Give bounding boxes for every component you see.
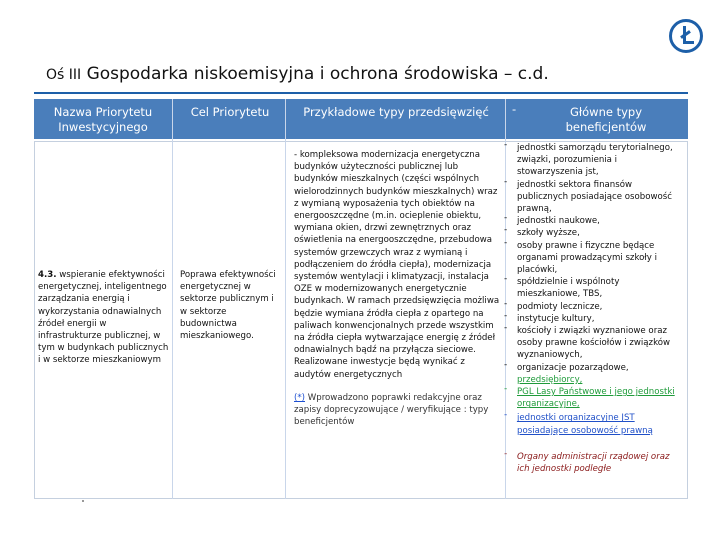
beneficiary-item	[504, 298, 684, 313]
bullet-dash: -	[504, 140, 508, 150]
bullet-dash: -	[504, 274, 508, 285]
bullet-dash: -	[504, 310, 508, 321]
bullet-dash: -	[504, 410, 508, 421]
priority-name-cell	[38, 269, 170, 367]
beneficiary-item	[504, 237, 684, 277]
project-types-text: - kompleksowa modernizacja energetyczna budynków użyteczności publicznej lub budynków mieszkalnych (części wspólnych wielorodzinnych budynków mieszkalnych) wraz z wymianą wyposażenia tych obiektów na energooszczędne (m.in. ocieplenie obiektu, wymiana okien, drzwi zewnętrznych oraz oświetlenia na energooszczędne, przebudowa systemów grzewczych wraz z wymianą i podłączeniem do źródła ciepła), modernizacja systemów wentylacji i klimatyzacji, instalacja OZE w modernizowanych energetycznie budynkach. W ramach przedsięwzięcia możliwa będzie wymiana źródła ciepła z opartego na paliwach konwencjonalnych przede wszystkim na źródła ciepła wytwarzające energię z źródeł odnawialnych bądź na przyłącza sieciowe. Realizowane inwestycje będą wynikać z audytów energetycznych	[294, 150, 500, 380]
beneficiary-text: przedsiębiorcy,	[517, 374, 583, 385]
beneficiary-item	[504, 276, 684, 300]
header-beneficiaries-label: Główne typy beneficjentów	[565, 105, 647, 134]
region-logo-icon	[669, 19, 703, 53]
bullet-dash: -	[504, 176, 508, 187]
beneficiary-text: osoby prawne i fizyczne będące organami prowadzącymi szkoły i placówki,	[517, 240, 658, 276]
bullet-dash: -	[504, 359, 508, 370]
bullet-dash: -	[504, 384, 508, 395]
beneficiary-text: jednostki sektora finansów publicznych posiadające osobowość prawną,	[517, 179, 672, 215]
beneficiary-text: spółdzielnie i wspólnoty mieszkaniowe, TBS,	[517, 277, 620, 300]
beneficiary-text: instytucje kultury,	[517, 313, 595, 324]
bullet-dash: -	[504, 323, 508, 334]
slide-title-box	[34, 56, 688, 94]
beneficiary-text: kościoły i związki wyznaniowe oraz osoby prawne kościołów i związków wyznaniowych,	[517, 326, 671, 361]
beneficiary-text: podmioty lecznicze,	[517, 301, 603, 312]
list-gap	[504, 437, 684, 451]
beneficiary-text: jednostki naukowe,	[517, 216, 600, 227]
slide-title	[46, 64, 549, 84]
note-text: Wprowadzono poprawki redakcyjne oraz zapisy doprecyzowujące / weryfikujące : typy beneficjentów	[294, 392, 489, 428]
priority-name-text: wspieranie efektywności energetycznej, inteligentnego zarządzania energią i wykorzystania odnawialnych źródeł energii w infrastrukturze publicznej, w tym w budynkach publicznych i w sektorze mieszkaniowym	[38, 270, 169, 366]
project-types-cell	[294, 149, 504, 428]
priority-number: 4.3.	[38, 270, 57, 280]
header-priority-name: Nazwa Priorytetu Inwestycyjnego	[53, 105, 153, 134]
note-marker: (*)	[294, 392, 306, 403]
beneficiary-text: szkoły wyższe,	[517, 228, 580, 239]
beneficiary-item	[504, 374, 684, 386]
header-priority-goal: Cel Priorytetu	[190, 105, 270, 119]
beneficiary-text: Organy administracji rządowej oraz ich jednostki podległe	[517, 451, 670, 475]
bullet-dash: -	[504, 225, 508, 236]
beneficiaries-list	[504, 142, 684, 475]
priority-goal-cell: Poprawa efektywności energetycznej w sektorze publicznym i w sektorze budownictwa mieszkaniowego.	[180, 270, 276, 342]
bullet-dash: -	[504, 237, 508, 248]
header-dash: -	[512, 102, 517, 116]
bullet-dash: -	[504, 298, 508, 309]
beneficiary-item	[504, 359, 684, 374]
beneficiary-text: PGL Lasy Państwowe i jego jednostki organizacyjne,	[517, 387, 675, 410]
beneficiary-item	[504, 325, 684, 362]
decorative-dot	[82, 500, 84, 502]
bullet-dash: -	[504, 213, 508, 224]
beneficiary-text: jednostki organizacyjne JST posiadające osobowość prawną	[517, 413, 653, 436]
beneficiary-item	[504, 310, 684, 325]
beneficiary-item	[504, 386, 684, 410]
beneficiary-item	[504, 142, 684, 179]
beneficiary-item	[504, 448, 684, 475]
column-divider	[172, 99, 173, 499]
beneficiary-item	[504, 227, 684, 239]
beneficiary-item	[504, 412, 684, 436]
beneficiary-text: jednostki samorządu terytorialnego, związki, porozumienia i stowarzyszenia jst,	[517, 143, 673, 178]
column-divider	[285, 99, 286, 499]
header-project-types: Przykładowe typy przedsięwzięć	[303, 105, 489, 119]
bullet-dash: -	[504, 448, 508, 459]
editorial-note	[294, 392, 504, 429]
title-main: Gospodarka niskoemisyjna i ochrona środowiska – c.d.	[86, 64, 549, 84]
beneficiary-text: organizacje pozarządowe,	[517, 362, 629, 373]
beneficiaries-cell	[504, 142, 684, 475]
beneficiary-item	[504, 215, 684, 227]
title-prefix: Oś III	[46, 67, 82, 83]
header-beneficiaries	[512, 102, 682, 135]
beneficiary-item	[504, 176, 684, 216]
